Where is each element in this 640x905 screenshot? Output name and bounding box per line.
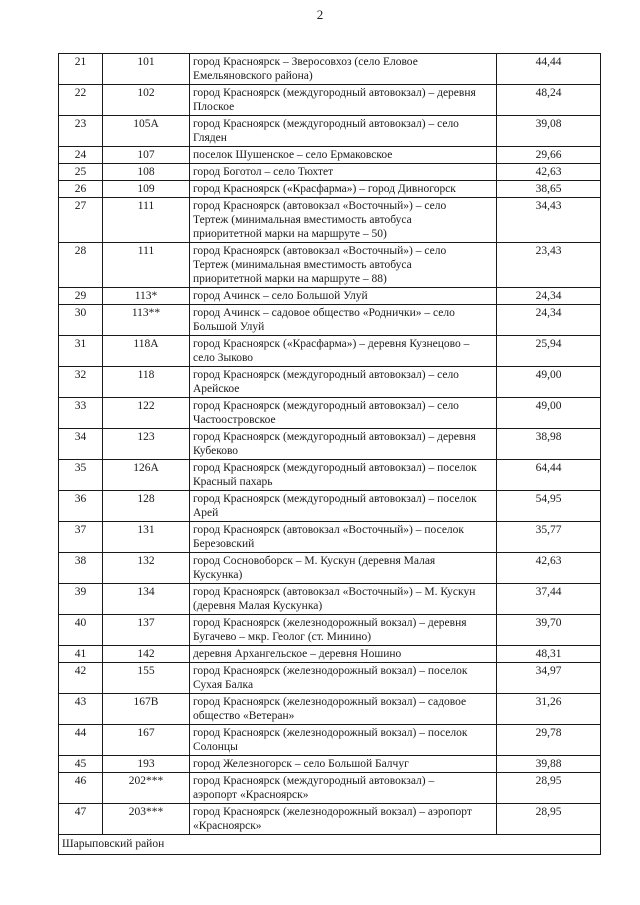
route-number-cell: 108 <box>103 164 190 181</box>
row-number-cell: 43 <box>59 694 103 725</box>
tariff-cell: 39,08 <box>497 116 601 147</box>
table-row <box>59 288 601 305</box>
route-number-cell: 118 <box>103 367 190 398</box>
table-row <box>59 305 601 336</box>
tariff-cell: 48,31 <box>497 646 601 663</box>
routes-table <box>58 53 601 855</box>
row-number-cell: 47 <box>59 804 103 835</box>
route-description-cell <box>190 398 497 429</box>
route-description-line: приоритетной марки на маршруте – 50) <box>193 228 387 240</box>
route-number-cell: 202*** <box>103 773 190 804</box>
route-description-line: город Красноярск – Зверосовхоз (село Еловое <box>193 56 418 68</box>
tariff-cell: 29,78 <box>497 725 601 756</box>
route-description-line: город Красноярск (автовокзал «Восточный») – М. Кускун <box>193 586 476 598</box>
route-number-cell: 111 <box>103 243 190 288</box>
route-description-line: Бугачево – мкр. Геолог (ст. Минино) <box>193 631 372 643</box>
table-row <box>59 85 601 116</box>
route-description-line: Большой Улуй <box>193 321 265 333</box>
tariff-cell: 28,95 <box>497 773 601 804</box>
route-description-line: приоритетной марки на маршруте – 88) <box>193 273 387 285</box>
route-description-cell <box>190 646 497 663</box>
route-description-line: Емельяновского района) <box>193 70 313 82</box>
route-description-line: город Красноярск (автовокзал «Восточный») – село <box>193 245 447 257</box>
route-description-line: город Красноярск (междугородный автовокзал) – село <box>193 118 459 130</box>
route-number-cell: 193 <box>103 756 190 773</box>
route-description-line: Березовский <box>193 538 255 550</box>
row-number-cell: 40 <box>59 615 103 646</box>
route-description-cell <box>190 725 497 756</box>
table-row <box>59 460 601 491</box>
row-number-cell: 33 <box>59 398 103 429</box>
route-description-cell <box>190 553 497 584</box>
route-description-cell <box>190 288 497 305</box>
tariff-cell: 24,34 <box>497 305 601 336</box>
route-description-line: общество «Ветеран» <box>193 710 295 722</box>
row-number-cell: 45 <box>59 756 103 773</box>
route-description-line: город Красноярск («Красфарма») – деревня Кузнецово – <box>193 338 470 350</box>
row-number-cell: 32 <box>59 367 103 398</box>
route-description-cell <box>190 773 497 804</box>
table-row <box>59 694 601 725</box>
table-row <box>59 646 601 663</box>
route-description-line: город Красноярск (междугородный автовокзал) – поселок <box>193 493 477 505</box>
route-number-cell: 128 <box>103 491 190 522</box>
row-number-cell: 36 <box>59 491 103 522</box>
route-description-line: город Красноярск (автовокзал «Восточный») – поселок <box>193 524 464 536</box>
table-row <box>59 756 601 773</box>
tariff-cell: 34,97 <box>497 663 601 694</box>
row-number-cell: 27 <box>59 198 103 243</box>
route-description-line: город Красноярск (междугородный автовокзал) – деревня <box>193 431 476 443</box>
route-number-cell: 126А <box>103 460 190 491</box>
table-row <box>59 429 601 460</box>
row-number-cell: 30 <box>59 305 103 336</box>
tariff-cell: 24,34 <box>497 288 601 305</box>
tariff-cell: 31,26 <box>497 694 601 725</box>
route-description-line: Арей <box>193 507 219 519</box>
table-row <box>59 198 601 243</box>
route-description-cell <box>190 804 497 835</box>
route-description-line: Солонцы <box>193 741 238 753</box>
route-description-line: Кубеково <box>193 445 239 457</box>
row-number-cell: 22 <box>59 85 103 116</box>
route-description-cell <box>190 336 497 367</box>
route-description-line: Кускунка) <box>193 569 243 581</box>
route-number-cell: 203*** <box>103 804 190 835</box>
route-number-cell: 111 <box>103 198 190 243</box>
table-row <box>59 615 601 646</box>
route-description-cell <box>190 756 497 773</box>
route-description-line: деревня Архангельское – деревня Ношино <box>193 648 402 660</box>
tariff-cell: 44,44 <box>497 54 601 85</box>
route-description-line: поселок Шушенское – село Ермаковское <box>193 149 393 161</box>
route-description-line: город Красноярск (междугородный автовокзал) – село <box>193 400 459 412</box>
route-description-line: город Боготол – село Тюхтет <box>193 166 334 178</box>
route-description-line: город Красноярск (автовокзал «Восточный») – село <box>193 200 447 212</box>
route-description-cell <box>190 198 497 243</box>
route-description-line: Тертеж (минимальная вместимость автобуса <box>193 259 412 271</box>
route-description-cell <box>190 147 497 164</box>
route-description-line: Тертеж (минимальная вместимость автобуса <box>193 214 412 226</box>
route-description-line: город Красноярск (железнодорожный вокзал) – поселок <box>193 665 468 677</box>
table-row <box>59 491 601 522</box>
tariff-cell: 34,43 <box>497 198 601 243</box>
route-description-cell <box>190 615 497 646</box>
tariff-cell: 42,63 <box>497 164 601 181</box>
tariff-cell: 37,44 <box>497 584 601 615</box>
route-number-cell: 113* <box>103 288 190 305</box>
row-number-cell: 35 <box>59 460 103 491</box>
route-number-cell: 131 <box>103 522 190 553</box>
route-description-line: город Красноярск (железнодорожный вокзал) – поселок <box>193 727 468 739</box>
route-description-line: город Красноярск («Красфарма») – город Дивногорск <box>193 183 456 195</box>
tariff-cell: 49,00 <box>497 367 601 398</box>
table-row <box>59 773 601 804</box>
table-row <box>59 725 601 756</box>
route-description-line: город Красноярск (междугородный автовокзал) – <box>193 775 435 787</box>
routes-table-body <box>59 54 601 855</box>
route-description-cell <box>190 522 497 553</box>
tariff-cell: 49,00 <box>497 398 601 429</box>
tariff-cell: 42,63 <box>497 553 601 584</box>
route-description-cell <box>190 367 497 398</box>
route-description-cell <box>190 85 497 116</box>
route-description-line: город Красноярск (железнодорожный вокзал) – деревня <box>193 617 467 629</box>
tariff-cell: 48,24 <box>497 85 601 116</box>
tariff-cell: 25,94 <box>497 336 601 367</box>
tariff-cell: 35,77 <box>497 522 601 553</box>
route-number-cell: 102 <box>103 85 190 116</box>
route-description-line: Плоское <box>193 101 235 113</box>
route-description-line: «Красноярск» <box>193 820 262 832</box>
route-description-line: город Красноярск (междугородный автовокзал) – село <box>193 369 459 381</box>
row-number-cell: 21 <box>59 54 103 85</box>
row-number-cell: 25 <box>59 164 103 181</box>
route-description-cell <box>190 694 497 725</box>
page-number: 2 <box>316 7 324 22</box>
route-description-line: село Зыково <box>193 352 254 364</box>
route-number-cell: 142 <box>103 646 190 663</box>
row-number-cell: 44 <box>59 725 103 756</box>
route-number-cell: 137 <box>103 615 190 646</box>
row-number-cell: 31 <box>59 336 103 367</box>
route-description-line: Красный пахарь <box>193 476 273 488</box>
route-number-cell: 109 <box>103 181 190 198</box>
route-description-line: город Красноярск (железнодорожный вокзал) – аэропорт <box>193 806 472 818</box>
route-description-line: (деревня Малая Кускунка) <box>193 600 323 612</box>
route-number-cell: 122 <box>103 398 190 429</box>
row-number-cell: 37 <box>59 522 103 553</box>
route-description-cell <box>190 663 497 694</box>
row-number-cell: 39 <box>59 584 103 615</box>
table-row <box>59 398 601 429</box>
tariff-cell: 54,95 <box>497 491 601 522</box>
route-number-cell: 101 <box>103 54 190 85</box>
route-description-line: город Ачинск – село Большой Улуй <box>193 290 368 302</box>
route-description-cell <box>190 305 497 336</box>
route-description-cell <box>190 164 497 181</box>
route-description-cell <box>190 243 497 288</box>
route-number-cell: 167В <box>103 694 190 725</box>
route-description-cell <box>190 491 497 522</box>
row-number-cell: 34 <box>59 429 103 460</box>
route-description-cell <box>190 584 497 615</box>
route-description-line: город Красноярск (междугородный автовокзал) – деревня <box>193 87 476 99</box>
route-description-line: Частоостровское <box>193 414 276 426</box>
table-row <box>59 54 601 85</box>
route-description-cell <box>190 460 497 491</box>
row-number-cell: 42 <box>59 663 103 694</box>
route-description-line: Арейское <box>193 383 240 395</box>
table-row <box>59 522 601 553</box>
route-description-line: Сухая Балка <box>193 679 254 691</box>
route-description-line: город Сосновоборск – М. Кускун (деревня Малая <box>193 555 436 567</box>
route-description-line: город Ачинск – садовое общество «Роднички» – село <box>193 307 455 319</box>
tariff-cell: 38,98 <box>497 429 601 460</box>
row-number-cell: 41 <box>59 646 103 663</box>
tariff-cell: 64,44 <box>497 460 601 491</box>
row-number-cell: 28 <box>59 243 103 288</box>
route-description-cell <box>190 181 497 198</box>
route-number-cell: 123 <box>103 429 190 460</box>
route-description-cell <box>190 429 497 460</box>
route-description-cell <box>190 54 497 85</box>
table-row <box>59 553 601 584</box>
tariff-cell: 38,65 <box>497 181 601 198</box>
route-number-cell: 107 <box>103 147 190 164</box>
route-number-cell: 155 <box>103 663 190 694</box>
route-description-line: город Красноярск (междугородный автовокзал) – поселок <box>193 462 477 474</box>
table-row <box>59 116 601 147</box>
route-number-cell: 105А <box>103 116 190 147</box>
table-row <box>59 663 601 694</box>
route-number-cell: 134 <box>103 584 190 615</box>
tariff-cell: 28,95 <box>497 804 601 835</box>
route-number-cell: 113** <box>103 305 190 336</box>
table-row <box>59 243 601 288</box>
tariff-cell: 23,43 <box>497 243 601 288</box>
table-row <box>59 164 601 181</box>
route-description-line: аэропорт «Красноярск» <box>193 789 309 801</box>
route-description-cell <box>190 116 497 147</box>
tariff-cell: 39,88 <box>497 756 601 773</box>
row-number-cell: 23 <box>59 116 103 147</box>
row-number-cell: 29 <box>59 288 103 305</box>
route-number-cell: 132 <box>103 553 190 584</box>
table-row <box>59 804 601 835</box>
table-row <box>59 367 601 398</box>
row-number-cell: 26 <box>59 181 103 198</box>
table-row <box>59 584 601 615</box>
table-row <box>59 181 601 198</box>
section-label: Шарыповский район <box>59 835 601 855</box>
row-number-cell: 24 <box>59 147 103 164</box>
row-number-cell: 38 <box>59 553 103 584</box>
route-description-line: город Железногорск – село Большой Балчуг <box>193 758 409 770</box>
table-row <box>59 336 601 367</box>
tariff-cell: 29,66 <box>497 147 601 164</box>
table-row <box>59 147 601 164</box>
row-number-cell: 46 <box>59 773 103 804</box>
route-description-line: Гляден <box>193 132 227 144</box>
route-number-cell: 167 <box>103 725 190 756</box>
section-row <box>59 835 601 855</box>
route-number-cell: 118А <box>103 336 190 367</box>
route-description-line: город Красноярск (железнодорожный вокзал) – садовое <box>193 696 467 708</box>
tariff-cell: 39,70 <box>497 615 601 646</box>
